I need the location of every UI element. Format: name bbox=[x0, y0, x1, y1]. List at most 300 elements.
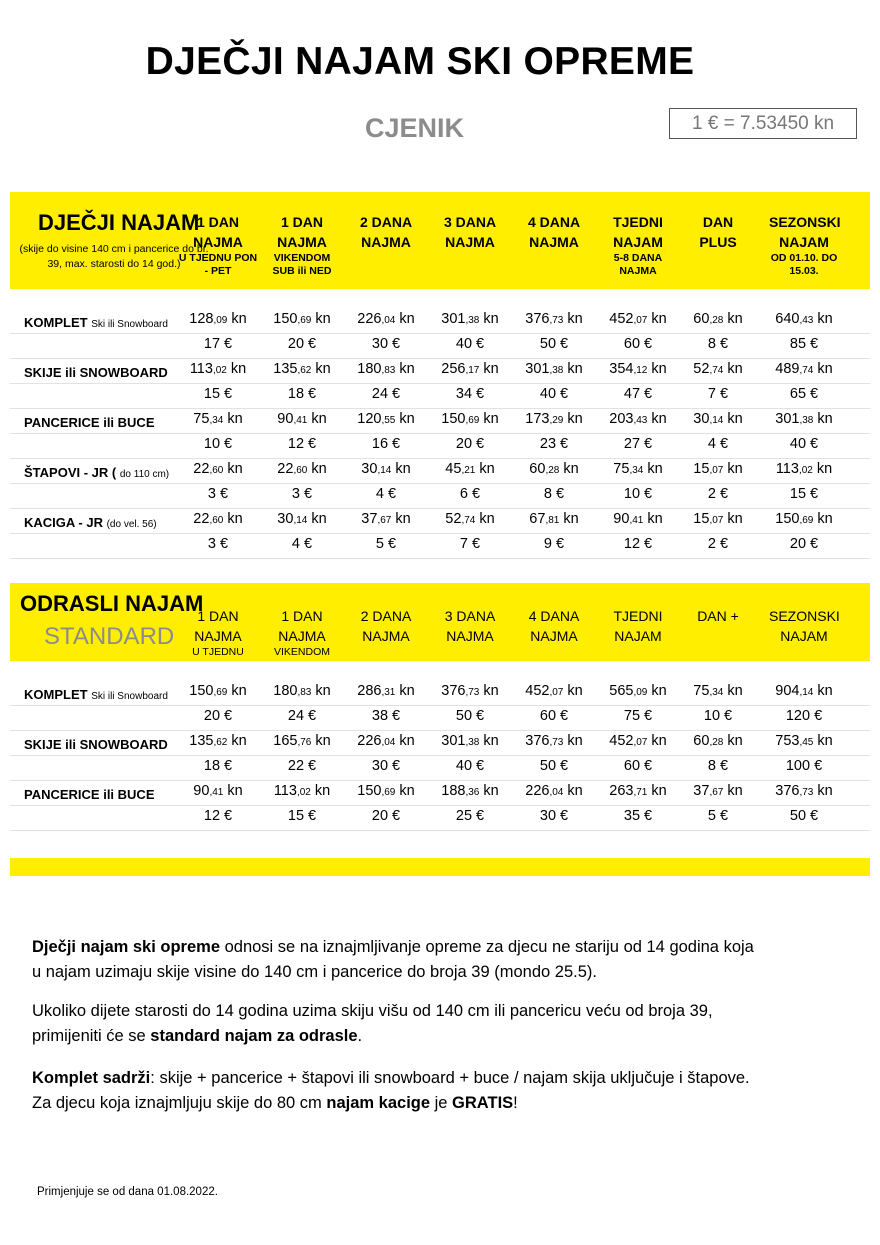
paragraph-text: u najam uzimaju skije visine do 140 cm i pancerice do broja 39 (mondo 25.5). bbox=[32, 963, 597, 981]
price-kn: 150,69 kn bbox=[273, 311, 331, 327]
column-header-note: U TJEDNU bbox=[192, 646, 244, 658]
document-title: DJEČJI NAJAM SKI OPREME bbox=[145, 40, 695, 83]
price-kn: 30,14 kn bbox=[693, 411, 743, 427]
price-kn-whole: 37 bbox=[361, 511, 378, 527]
price-kn-decimal: ,83 bbox=[381, 365, 396, 376]
price-eur: 50 € bbox=[455, 708, 485, 724]
row-separator bbox=[10, 483, 870, 484]
price-eur: 65 € bbox=[789, 386, 819, 402]
price-kn-whole: 22 bbox=[193, 461, 210, 477]
price-kn-decimal: ,07 bbox=[633, 737, 648, 748]
row-separator bbox=[10, 533, 870, 534]
price-eur: 20 € bbox=[371, 808, 401, 824]
column-header bbox=[677, 606, 759, 626]
price-kn: 45,21 kn bbox=[445, 461, 495, 477]
column-header-label: SEZONSKI NAJAM bbox=[769, 608, 840, 644]
price-kn-decimal: ,69 bbox=[381, 787, 396, 798]
price-eur: 24 € bbox=[371, 386, 401, 402]
price-eur: 20 € bbox=[203, 708, 233, 724]
column-header bbox=[345, 606, 427, 646]
row-separator bbox=[10, 508, 870, 509]
price-kn-whole: 22 bbox=[193, 511, 210, 527]
price-eur: 23 € bbox=[539, 436, 569, 452]
info-paragraph bbox=[32, 999, 852, 1049]
price-kn-decimal: ,12 bbox=[633, 365, 648, 376]
column-header bbox=[597, 212, 679, 278]
row-label bbox=[24, 687, 168, 702]
price-eur: 22 € bbox=[287, 758, 317, 774]
column-header-label: 3 DANA NAJMA bbox=[444, 608, 496, 644]
price-kn-decimal: ,62 bbox=[213, 737, 228, 748]
price-eur: 10 € bbox=[623, 486, 653, 502]
price-kn-whole: 301 bbox=[525, 361, 550, 377]
price-kn-whole: 37 bbox=[693, 783, 710, 799]
paragraph-text: odnosi se na iznajmljivanje opreme za djecu ne stariju od 14 godina koja bbox=[220, 938, 754, 956]
price-kn: 301,38 kn bbox=[441, 311, 499, 327]
price-eur: 2 € bbox=[707, 536, 729, 552]
price-kn-whole: 30 bbox=[277, 511, 294, 527]
price-kn: 30,14 kn bbox=[277, 511, 327, 527]
price-kn-decimal: ,41 bbox=[209, 787, 224, 798]
price-kn: 75,34 kn bbox=[693, 683, 743, 699]
price-kn-decimal: ,04 bbox=[549, 787, 564, 798]
price-kn-decimal: ,38 bbox=[465, 315, 480, 326]
price-kn-whole: 565 bbox=[609, 683, 634, 699]
price-list-subtitle: CJENIK bbox=[365, 113, 465, 143]
price-kn-decimal: ,28 bbox=[709, 737, 724, 748]
price-kn-whole: 22 bbox=[277, 461, 294, 477]
price-eur: 9 € bbox=[543, 536, 565, 552]
price-eur: 40 € bbox=[789, 436, 819, 452]
price-kn-whole: 301 bbox=[441, 311, 466, 327]
price-eur: 35 € bbox=[623, 808, 653, 824]
price-eur: 17 € bbox=[203, 336, 233, 352]
price-kn-decimal: ,29 bbox=[549, 415, 564, 426]
price-kn-whole: 150 bbox=[441, 411, 466, 427]
price-kn-decimal: ,09 bbox=[213, 315, 228, 326]
price-kn-decimal: ,60 bbox=[209, 465, 224, 476]
kids-section-title: DJEČJI NAJAM bbox=[38, 210, 200, 235]
price-kn: 22,60 kn bbox=[193, 511, 243, 527]
paragraph-text: : skije + pancerice + štapovi ili snowboard + buce / najam skija uključuje i štapove. bbox=[150, 1069, 750, 1087]
price-kn-whole: 75 bbox=[193, 411, 210, 427]
row-separator bbox=[10, 433, 870, 434]
price-kn: 263,71 kn bbox=[609, 783, 667, 799]
price-kn: 376,73 kn bbox=[775, 783, 833, 799]
row-label-text: SKIJE ili SNOWBOARD bbox=[24, 737, 168, 752]
price-kn-whole: 301 bbox=[775, 411, 800, 427]
price-eur: 20 € bbox=[287, 336, 317, 352]
column-header bbox=[429, 606, 511, 646]
price-kn: 60,28 kn bbox=[693, 311, 743, 327]
price-kn: 150,69 kn bbox=[775, 511, 833, 527]
price-kn-decimal: ,14 bbox=[709, 415, 724, 426]
price-kn-decimal: ,62 bbox=[297, 365, 312, 376]
price-kn-decimal: ,07 bbox=[709, 465, 724, 476]
price-kn-whole: 113 bbox=[189, 361, 213, 377]
price-kn-decimal: ,38 bbox=[799, 415, 814, 426]
row-separator bbox=[10, 383, 870, 384]
price-kn: 150,69 kn bbox=[357, 783, 415, 799]
price-kn-decimal: ,69 bbox=[297, 315, 312, 326]
price-kn-whole: 150 bbox=[775, 511, 800, 527]
column-header bbox=[345, 212, 427, 252]
column-header-label: 2 DANA NAJMA bbox=[359, 214, 413, 250]
column-header bbox=[177, 212, 259, 278]
price-eur: 20 € bbox=[455, 436, 485, 452]
price-kn-whole: 489 bbox=[775, 361, 800, 377]
price-eur: 20 € bbox=[789, 536, 819, 552]
column-header-note: U TJEDNU PON - PET bbox=[178, 252, 258, 277]
price-eur: 34 € bbox=[455, 386, 485, 402]
row-label bbox=[24, 315, 168, 330]
price-kn: 150,69 kn bbox=[189, 683, 247, 699]
price-kn-decimal: ,02 bbox=[212, 365, 227, 376]
price-eur: 30 € bbox=[539, 808, 569, 824]
price-eur: 12 € bbox=[287, 436, 317, 452]
price-kn: 90,41 kn bbox=[613, 511, 663, 527]
price-kn-decimal: ,60 bbox=[293, 465, 308, 476]
price-kn-whole: 113 bbox=[273, 783, 297, 799]
price-kn: 22,60 kn bbox=[277, 461, 327, 477]
column-header bbox=[763, 212, 845, 278]
price-kn: 301,38 kn bbox=[775, 411, 833, 427]
price-eur: 40 € bbox=[455, 758, 485, 774]
price-kn: 52,74 kn bbox=[445, 511, 495, 527]
price-eur: 27 € bbox=[623, 436, 653, 452]
price-kn: 135,62 kn bbox=[189, 733, 247, 749]
price-kn-decimal: ,34 bbox=[629, 465, 644, 476]
price-eur: 100 € bbox=[785, 758, 823, 774]
paragraph-text: Ukoliko dijete starosti do 14 godina uzima skiju višu od 140 cm ili pancericu veću od broja 39, bbox=[32, 1002, 713, 1020]
price-eur: 5 € bbox=[375, 536, 397, 552]
column-header-note: VIKENDOM SUB ili NED bbox=[272, 252, 332, 277]
price-kn-decimal: ,74 bbox=[461, 515, 476, 526]
price-kn-whole: 15 bbox=[693, 461, 710, 477]
price-kn-whole: 75 bbox=[613, 461, 630, 477]
price-eur: 4 € bbox=[291, 536, 313, 552]
row-separator bbox=[10, 458, 870, 459]
price-kn: 60,28 kn bbox=[693, 733, 743, 749]
price-eur: 5 € bbox=[707, 808, 729, 824]
price-kn-decimal: ,34 bbox=[709, 687, 724, 698]
effective-date-footer: Primjenjuje se od dana 01.08.2022. bbox=[37, 1186, 218, 1198]
price-eur: 15 € bbox=[789, 486, 819, 502]
row-label-text: PANCERICE ili BUCE bbox=[24, 787, 155, 802]
column-header-note: VIKENDOM bbox=[273, 646, 330, 658]
price-eur: 8 € bbox=[543, 486, 565, 502]
paragraph-text: primijeniti će se bbox=[32, 1027, 151, 1045]
price-kn-decimal: ,73 bbox=[549, 315, 564, 326]
price-eur: 60 € bbox=[623, 758, 653, 774]
price-kn-whole: 165 bbox=[273, 733, 298, 749]
price-kn-decimal: ,67 bbox=[709, 787, 724, 798]
price-kn: 904,14 kn bbox=[775, 683, 833, 699]
price-kn: 565,09 kn bbox=[609, 683, 667, 699]
column-header-label: TJEDNI NAJAM bbox=[613, 214, 663, 250]
price-kn-decimal: ,02 bbox=[798, 465, 813, 476]
price-eur: 6 € bbox=[459, 486, 481, 502]
column-header bbox=[429, 212, 511, 252]
row-label-text: PANCERICE ili BUCE bbox=[24, 415, 155, 430]
price-eur: 50 € bbox=[539, 336, 569, 352]
price-kn: 256,17 kn bbox=[441, 361, 499, 377]
price-eur: 3 € bbox=[207, 486, 229, 502]
price-kn-decimal: ,83 bbox=[297, 687, 312, 698]
column-header bbox=[513, 212, 595, 252]
adults-section-title: ODRASLI NAJAM bbox=[20, 591, 204, 616]
price-eur: 30 € bbox=[371, 758, 401, 774]
column-header-label: 1 DAN NAJMA bbox=[278, 608, 326, 644]
price-kn-whole: 226 bbox=[525, 783, 550, 799]
price-kn-decimal: ,71 bbox=[633, 787, 648, 798]
column-header-label: 1 DAN NAJMA bbox=[193, 214, 243, 250]
price-kn-whole: 640 bbox=[775, 311, 800, 327]
bottom-band bbox=[10, 858, 870, 876]
price-kn: 113,02 kn bbox=[775, 461, 833, 477]
price-kn-whole: 452 bbox=[525, 683, 550, 699]
price-kn-decimal: ,74 bbox=[799, 365, 814, 376]
price-kn: 452,07 kn bbox=[609, 733, 667, 749]
price-kn-decimal: ,38 bbox=[549, 365, 564, 376]
price-kn-decimal: ,60 bbox=[209, 515, 224, 526]
price-kn: 354,12 kn bbox=[609, 361, 667, 377]
price-kn-decimal: ,31 bbox=[381, 687, 396, 698]
row-label bbox=[24, 465, 169, 480]
price-eur: 16 € bbox=[371, 436, 401, 452]
row-separator bbox=[10, 805, 870, 806]
price-eur: 7 € bbox=[707, 386, 729, 402]
price-kn: 286,31 kn bbox=[357, 683, 415, 699]
price-kn-whole: 203 bbox=[609, 411, 634, 427]
price-kn-whole: 173 bbox=[525, 411, 550, 427]
emphasis-text: najam kacige bbox=[326, 1094, 431, 1112]
price-kn-whole: 150 bbox=[357, 783, 382, 799]
price-kn-decimal: ,07 bbox=[633, 315, 648, 326]
price-kn-decimal: ,81 bbox=[545, 515, 560, 526]
price-kn-decimal: ,02 bbox=[296, 787, 311, 798]
price-kn-decimal: ,36 bbox=[465, 787, 480, 798]
column-header bbox=[513, 606, 595, 646]
price-eur: 15 € bbox=[203, 386, 233, 402]
price-eur: 4 € bbox=[375, 486, 397, 502]
price-kn-decimal: ,41 bbox=[629, 515, 644, 526]
price-kn-whole: 128 bbox=[189, 311, 214, 327]
price-kn: 37,67 kn bbox=[693, 783, 743, 799]
price-eur: 50 € bbox=[789, 808, 819, 824]
price-kn-decimal: ,07 bbox=[709, 515, 724, 526]
price-kn: 489,74 kn bbox=[775, 361, 833, 377]
row-label bbox=[24, 737, 168, 752]
price-kn-decimal: ,41 bbox=[293, 415, 308, 426]
price-kn-decimal: ,14 bbox=[377, 465, 392, 476]
price-kn-whole: 354 bbox=[609, 361, 634, 377]
column-header-label: DAN PLUS bbox=[699, 214, 737, 250]
price-kn-whole: 67 bbox=[529, 511, 546, 527]
price-kn-decimal: ,43 bbox=[799, 315, 814, 326]
price-kn-decimal: ,69 bbox=[799, 515, 814, 526]
price-eur: 75 € bbox=[623, 708, 653, 724]
price-kn-whole: 30 bbox=[361, 461, 378, 477]
column-header-label: 2 DANA NAJMA bbox=[360, 608, 412, 644]
price-eur: 24 € bbox=[287, 708, 317, 724]
price-kn-decimal: ,28 bbox=[545, 465, 560, 476]
row-label bbox=[24, 365, 168, 380]
price-kn-whole: 188 bbox=[441, 783, 466, 799]
price-kn-decimal: ,67 bbox=[377, 515, 392, 526]
price-kn: 52,74 kn bbox=[693, 361, 743, 377]
price-eur: 30 € bbox=[371, 336, 401, 352]
price-kn-decimal: ,73 bbox=[549, 737, 564, 748]
price-kn-whole: 376 bbox=[525, 311, 550, 327]
column-header-label: TJEDNI NAJAM bbox=[613, 608, 663, 644]
price-kn-whole: 120 bbox=[357, 411, 382, 427]
emphasis-text: Dječji najam ski opreme bbox=[32, 938, 221, 956]
column-header bbox=[177, 606, 259, 659]
row-separator bbox=[10, 358, 870, 359]
price-kn: 135,62 kn bbox=[273, 361, 331, 377]
row-label-text: KOMPLET bbox=[24, 315, 88, 330]
price-kn: 301,38 kn bbox=[525, 361, 583, 377]
price-eur: 50 € bbox=[539, 758, 569, 774]
price-kn-decimal: ,28 bbox=[709, 315, 724, 326]
price-kn-decimal: ,69 bbox=[213, 687, 228, 698]
price-kn-decimal: ,21 bbox=[461, 465, 476, 476]
adults-section-subtitle: STANDARD bbox=[44, 623, 175, 650]
row-separator bbox=[10, 408, 870, 409]
row-separator bbox=[10, 558, 870, 559]
price-eur: 25 € bbox=[455, 808, 485, 824]
price-kn-decimal: ,73 bbox=[465, 687, 480, 698]
price-kn-whole: 376 bbox=[441, 683, 466, 699]
column-header-note: OD 01.10. DO 15.03. bbox=[770, 252, 838, 277]
price-eur: 40 € bbox=[455, 336, 485, 352]
price-eur: 10 € bbox=[703, 708, 733, 724]
price-kn-whole: 256 bbox=[441, 361, 466, 377]
price-eur: 60 € bbox=[539, 708, 569, 724]
column-header-label: 4 DANA NAJMA bbox=[527, 214, 581, 250]
row-label-note: (do vel. 56) bbox=[106, 519, 157, 530]
row-label-text: KACIGA - JR bbox=[24, 515, 103, 530]
column-header-label: 4 DANA NAJMA bbox=[528, 608, 580, 644]
price-kn-whole: 60 bbox=[693, 733, 710, 749]
column-header-label: SEZONSKI NAJAM bbox=[769, 214, 841, 250]
price-kn: 150,69 kn bbox=[441, 411, 499, 427]
price-kn: 452,07 kn bbox=[609, 311, 667, 327]
price-kn-decimal: ,38 bbox=[465, 737, 480, 748]
price-eur: 40 € bbox=[539, 386, 569, 402]
price-kn: 226,04 kn bbox=[525, 783, 583, 799]
price-kn-decimal: ,07 bbox=[549, 687, 564, 698]
price-kn-whole: 15 bbox=[693, 511, 710, 527]
column-header-label: 3 DANA NAJMA bbox=[443, 214, 497, 250]
price-eur: 18 € bbox=[287, 386, 317, 402]
price-kn-decimal: ,74 bbox=[709, 365, 724, 376]
price-kn: 37,67 kn bbox=[361, 511, 411, 527]
price-kn: 203,43 kn bbox=[609, 411, 667, 427]
price-kn-whole: 150 bbox=[273, 311, 298, 327]
price-kn: 30,14 kn bbox=[361, 461, 411, 477]
price-eur: 2 € bbox=[707, 486, 729, 502]
price-kn: 640,43 kn bbox=[775, 311, 833, 327]
price-kn: 15,07 kn bbox=[693, 511, 743, 527]
price-kn-whole: 226 bbox=[357, 311, 382, 327]
price-kn-decimal: ,73 bbox=[799, 787, 814, 798]
row-separator bbox=[10, 333, 870, 334]
price-kn-whole: 376 bbox=[775, 783, 800, 799]
row-separator bbox=[10, 780, 870, 781]
price-kn-whole: 452 bbox=[609, 311, 634, 327]
column-header bbox=[763, 606, 845, 646]
row-separator bbox=[10, 755, 870, 756]
price-kn-whole: 90 bbox=[613, 511, 630, 527]
emphasis-text: GRATIS bbox=[452, 1094, 514, 1112]
price-kn-whole: 30 bbox=[693, 411, 710, 427]
price-kn: 165,76 kn bbox=[273, 733, 331, 749]
column-header-label: 1 DAN NAJMA bbox=[277, 214, 327, 250]
kids-section-note: (skije do visine 140 cm i pancerice do br. 39, max. starosti do 14 god.) bbox=[19, 243, 209, 270]
price-eur: 7 € bbox=[459, 536, 481, 552]
price-eur: 12 € bbox=[203, 808, 233, 824]
price-kn-decimal: ,55 bbox=[381, 415, 396, 426]
price-kn-whole: 75 bbox=[693, 683, 710, 699]
row-separator bbox=[10, 730, 870, 731]
price-kn: 226,04 kn bbox=[357, 733, 415, 749]
price-kn: 376,73 kn bbox=[525, 733, 583, 749]
price-eur: 47 € bbox=[623, 386, 653, 402]
price-kn: 753,45 kn bbox=[775, 733, 833, 749]
info-paragraph bbox=[32, 1066, 852, 1116]
price-eur: 60 € bbox=[623, 336, 653, 352]
info-paragraph bbox=[32, 935, 852, 985]
price-eur: 120 € bbox=[785, 708, 823, 724]
column-header bbox=[261, 212, 343, 278]
price-kn: 75,34 kn bbox=[613, 461, 663, 477]
column-header bbox=[597, 606, 679, 646]
price-kn-whole: 135 bbox=[273, 361, 298, 377]
price-eur: 18 € bbox=[203, 758, 233, 774]
price-kn-whole: 226 bbox=[357, 733, 382, 749]
price-kn: 188,36 kn bbox=[441, 783, 499, 799]
price-kn-whole: 452 bbox=[609, 733, 634, 749]
price-kn-decimal: ,43 bbox=[633, 415, 648, 426]
price-kn-decimal: ,14 bbox=[293, 515, 308, 526]
row-separator bbox=[10, 830, 870, 831]
row-label bbox=[24, 515, 157, 530]
price-kn: 67,81 kn bbox=[529, 511, 579, 527]
price-kn: 60,28 kn bbox=[529, 461, 579, 477]
emphasis-text: Komplet sadrži bbox=[32, 1069, 151, 1087]
row-separator bbox=[10, 705, 870, 706]
price-kn-whole: 150 bbox=[189, 683, 214, 699]
row-label-text: KOMPLET bbox=[24, 687, 88, 702]
paragraph-text: ! bbox=[513, 1094, 518, 1112]
price-kn-whole: 60 bbox=[693, 311, 710, 327]
price-kn-whole: 301 bbox=[441, 733, 466, 749]
price-kn-decimal: ,09 bbox=[633, 687, 648, 698]
emphasis-text: standard najam za odrasle bbox=[150, 1027, 358, 1045]
row-label-text: ŠTAPOVI - JR ( bbox=[24, 465, 117, 480]
price-kn-decimal: ,04 bbox=[381, 737, 396, 748]
price-kn: 376,73 kn bbox=[441, 683, 499, 699]
price-eur: 3 € bbox=[291, 486, 313, 502]
paragraph-text: Za djecu koja iznajmljuju skije do 80 cm bbox=[32, 1094, 327, 1112]
price-eur: 3 € bbox=[207, 536, 229, 552]
row-label-text: SKIJE ili SNOWBOARD bbox=[24, 365, 168, 380]
price-kn-whole: 263 bbox=[609, 783, 634, 799]
price-kn-whole: 52 bbox=[693, 361, 710, 377]
price-kn: 90,41 kn bbox=[277, 411, 327, 427]
